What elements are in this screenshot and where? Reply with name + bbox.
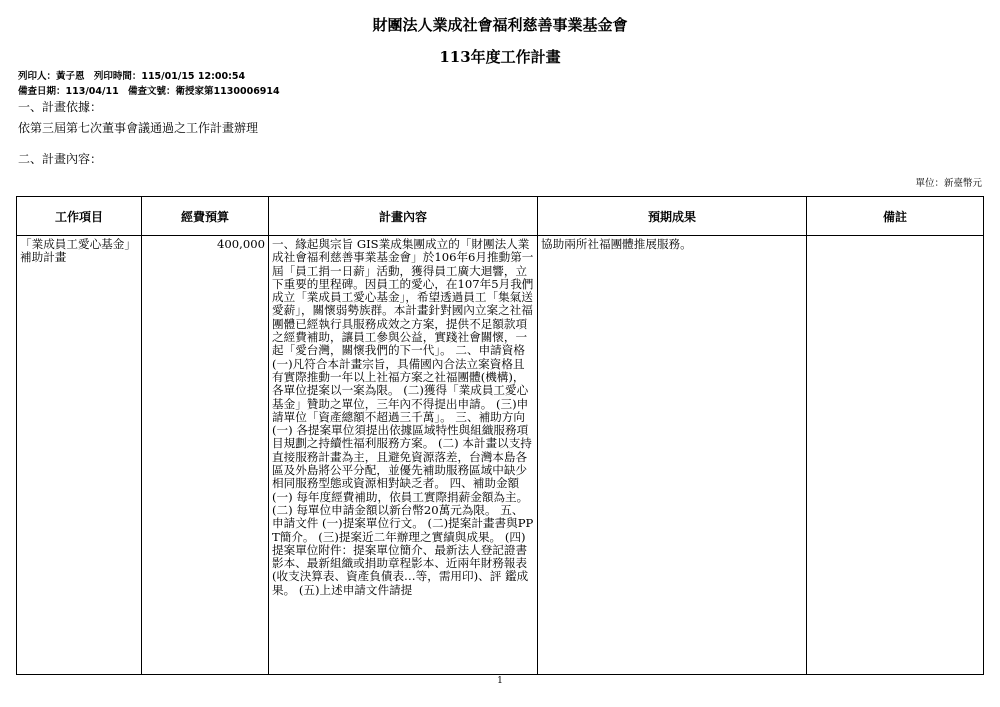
content-heading: 二、計畫內容：	[18, 152, 103, 166]
cell-remarks	[807, 236, 984, 675]
cell-expected-outcome: 協助兩所社福團體推展服務。	[538, 236, 807, 675]
basis-text: 依第三屆第七次董事會議通過之工作計畫辦理	[18, 121, 259, 135]
printer-label: 列印人：黃子恩	[18, 71, 85, 82]
print-meta	[18, 68, 251, 82]
header-plan-content: 計畫內容	[269, 197, 538, 236]
document-title: 113年度工作計畫	[439, 48, 561, 66]
print-time: 列印時間：115/01/15 12:00:54	[93, 71, 246, 82]
page-number: 1	[497, 676, 503, 686]
basis-heading: 一、計畫依據：	[18, 100, 103, 114]
filing-date: 備查日期：113/04/11	[18, 86, 119, 97]
header-work-item: 工作項目	[17, 197, 142, 236]
table-row	[17, 236, 984, 675]
filing-document-number: 備查文號：衛授家第1130006914	[128, 86, 280, 97]
currency-unit: 單位：新臺幣元	[915, 178, 982, 189]
header-budget: 經費預算	[142, 197, 269, 236]
cell-budget: 400,000	[142, 236, 269, 675]
organization-title: 財團法人業成社會福利慈善事業基金會	[372, 16, 628, 34]
work-plan-table	[16, 196, 984, 675]
table-header-row	[17, 197, 984, 236]
cell-plan-content: 一、緣起與宗旨 GIS業成集團成立的「財團法人業成社會福利慈善事業基金會」於106年6月推動第一屆「員工捐一日薪」活動，獲得員工廣大迴響，立下重要的里程碑。因員工的愛心，在107年5月我們成立「業成員工愛心基金」，希望透過員工「集氣送愛薪」，關懷弱勢族群。本計畫針對國內立案之社福團體已經執行具服務成效之方案，提供不足額款項之經費補助，讓員工參與公益，實踐社會關懷，一起「愛台灣，關懷我們的下一代」。 二、申請資格 (一)凡符合本計畫宗旨，具備國內合法立案資格且有實際推動一年以上社福方案之社福團體(機構)，各單位提案以一案為限。 (二)獲得「業成員工愛心基金」贊助之單位，三年內不得提出申請。 (三)申請單位「資產總額不超過三千萬」。 三、補助方向 (一) 各提案單位須提出依據區域特性與組織服務項目規劃之持續性福利服務方案。 (二) 本計畫以支持直接服務計畫為主，且避免資源落差，台灣本島各區及外島將公平分配，並優先補助服務區域中缺少相同服務型態或資源相對缺乏者。 四、補助金額 (一) 每年度經費補助，依員工實際捐薪金額為主。 (二) 每單位申請金額以新台幣20萬元為限。 五、申請文件 (一)提案單位行文。 (二)提案計畫書與PPT簡介。 (三)提案近二年辦理之實績與成果。 (四)提案單位附件：提案單位簡介、最新法人登記證書影本、最新組織或捐助章程影本、近兩年財務報表(收支決算表、資產負債表…等，需用印)、評 鑑成果。 (五)上述申請文件請提	[269, 236, 538, 675]
header-remarks: 備註	[807, 197, 984, 236]
header-expected-outcome: 預期成果	[538, 197, 807, 236]
filing-meta	[18, 83, 286, 97]
cell-work-item: 「業成員工愛心基金」補助計畫	[17, 236, 142, 675]
